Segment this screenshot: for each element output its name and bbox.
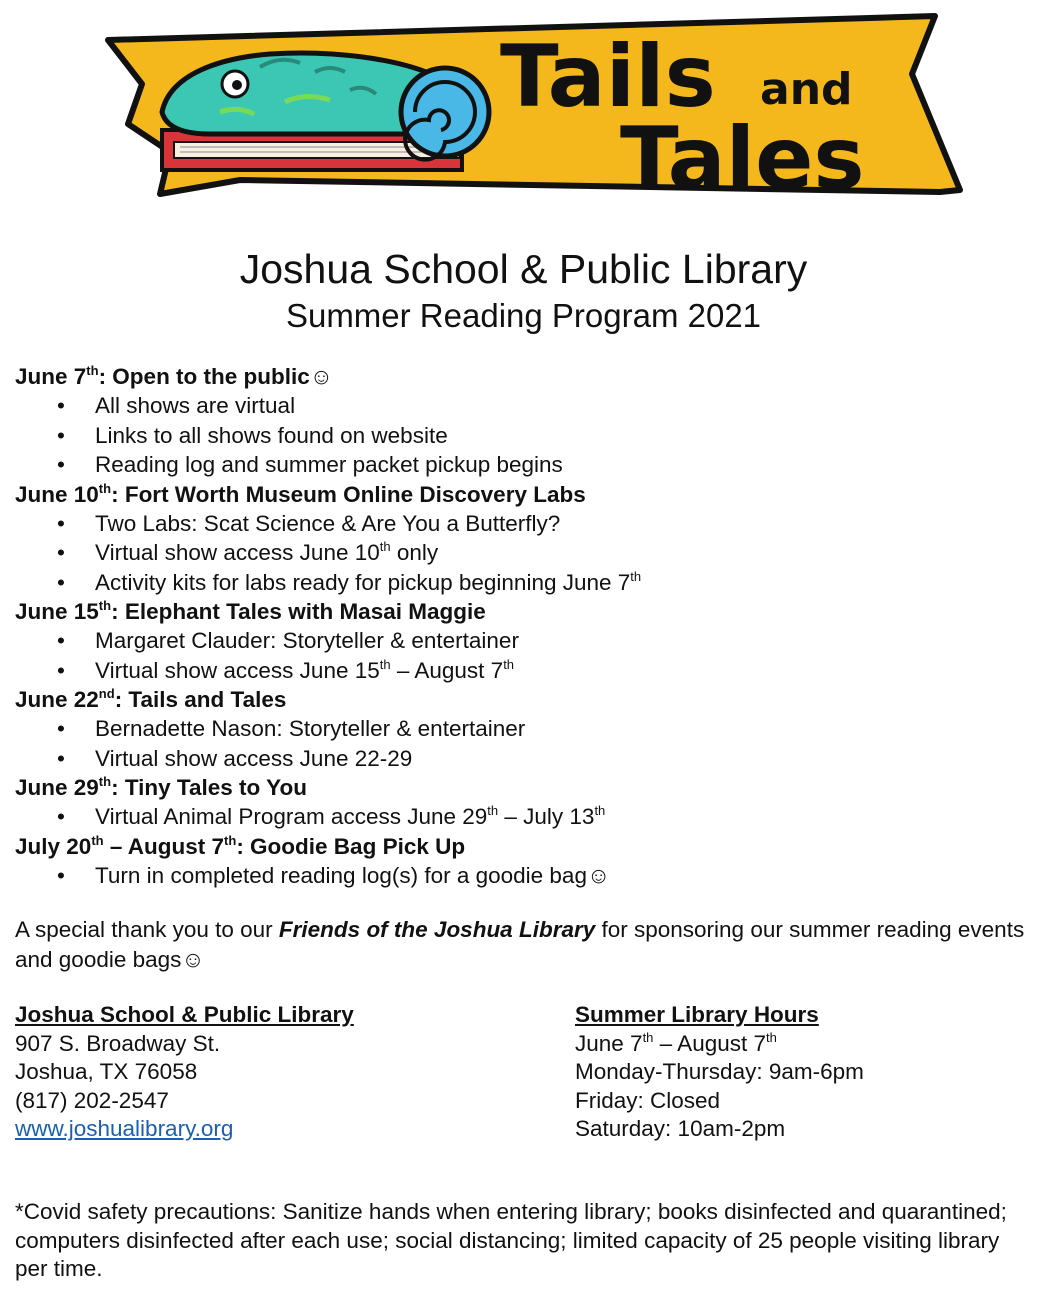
- list-item: [15, 509, 1035, 539]
- event-date: June 7: [15, 364, 87, 389]
- list-item: [15, 450, 1035, 480]
- event-date: June 10: [15, 481, 99, 507]
- event-details-list: [15, 509, 1035, 598]
- page-title: Joshua School & Public Library: [239, 246, 808, 292]
- list-item: [15, 391, 1035, 421]
- event-title: : Goodie Bag Pick Up: [236, 833, 466, 859]
- list-item: [15, 626, 1035, 656]
- library-heading: Joshua School & Public Library: [15, 1002, 354, 1027]
- hours-range-start-ord: th: [642, 1029, 654, 1045]
- event-details-list: [15, 391, 1035, 480]
- event-title: : Open to the public☺: [98, 364, 333, 389]
- library-phone: (817) 202-2547: [15, 1087, 169, 1113]
- detail-text: Two Labs: Scat Science & Are You a Butterfly?: [95, 510, 561, 536]
- bullet-icon: •: [57, 657, 65, 683]
- banner-word-and: and: [760, 64, 853, 115]
- event-heading: [15, 597, 1035, 626]
- bullet-icon: •: [57, 628, 65, 653]
- detail-text: Virtual show access June 15: [95, 657, 380, 683]
- event-heading: [15, 480, 1035, 509]
- bullet-icon: •: [57, 716, 65, 741]
- detail-text: Bernadette Nason: Storyteller & entertainer: [95, 716, 526, 741]
- detail-text: Turn in completed reading log(s) for a goodie bag☺: [95, 862, 610, 888]
- event-date: June 15: [15, 599, 99, 624]
- event-date: June 29: [15, 775, 99, 800]
- detail-text-tail: – August 7: [390, 657, 504, 683]
- hours-range-end-ord: th: [766, 1029, 777, 1045]
- detail-ordinal: th: [630, 568, 642, 584]
- bullet-icon: •: [57, 540, 65, 565]
- detail-ordinal: th: [487, 803, 499, 818]
- bullet-icon: •: [57, 510, 65, 536]
- event-title: : Fort Worth Museum Online Discovery Labs: [111, 481, 586, 507]
- thanks-text-before: A special thank you to our: [15, 917, 279, 942]
- event-date-ordinal: th: [86, 363, 99, 378]
- detail-text-tail: – July 13: [498, 804, 595, 829]
- detail-text: Reading log and summer packet pickup begins: [95, 452, 563, 477]
- detail-text-tail: only: [390, 540, 439, 565]
- event-details-list: [15, 626, 1035, 685]
- event-date-end: – August 7: [103, 833, 225, 859]
- library-website-link[interactable]: www.joshualibrary.org: [15, 1116, 234, 1141]
- hours-saturday: Saturday: 10am-2pm: [575, 1116, 786, 1141]
- list-item: [15, 802, 1035, 832]
- banner-word-tails: Tails: [500, 27, 716, 127]
- summer-hours: [575, 1001, 864, 1144]
- library-street: 907 S. Broadway St.: [15, 1030, 221, 1056]
- event-heading: [15, 685, 1035, 714]
- event-date-ordinal: th: [91, 832, 104, 848]
- event-heading: [15, 773, 1035, 802]
- detail-ordinal: th: [379, 539, 391, 554]
- event-date: June 22: [15, 687, 99, 712]
- bullet-icon: •: [57, 804, 65, 829]
- list-item: [15, 656, 1035, 686]
- list-item: [15, 714, 1035, 744]
- event-date: July 20: [15, 833, 92, 859]
- detail-text: Virtual Animal Program access June 29: [95, 804, 488, 829]
- event-date-end-ordinal: th: [224, 832, 237, 848]
- bullet-icon: •: [57, 745, 65, 771]
- event-details-list: [15, 714, 1035, 773]
- bullet-icon: •: [57, 569, 65, 595]
- hours-range: [575, 1030, 864, 1059]
- tails-and-tales-banner: [100, 12, 980, 212]
- event-date-ordinal: nd: [98, 686, 115, 701]
- covid-precautions: *Covid safety precautions: Sanitize hands when entering library; books disinfected and quarantined; computers disinfected after each use; social distancing; limited capacity of 25 people visiting library per time.: [15, 1199, 1007, 1281]
- list-item: [15, 538, 1035, 568]
- event-date-ordinal: th: [98, 598, 112, 613]
- list-item: [15, 421, 1035, 451]
- list-item: [15, 568, 1035, 598]
- detail-text: Virtual show access June 10: [95, 540, 380, 565]
- detail-text: Virtual show access June 22-29: [95, 745, 413, 771]
- detail-text: Margaret Clauder: Storyteller & entertainer: [95, 628, 519, 653]
- bullet-icon: •: [57, 393, 65, 418]
- event-date-ordinal: th: [98, 774, 112, 789]
- detail-text: Activity kits for labs ready for pickup beginning June 7: [95, 569, 631, 595]
- detail-ordinal: th: [379, 656, 391, 672]
- banner-word-tales: Tales: [620, 109, 865, 209]
- bullet-icon: •: [57, 862, 65, 888]
- event-title: : Tails and Tales: [114, 687, 287, 712]
- event-schedule: [15, 362, 1035, 890]
- bullet-icon: •: [57, 422, 65, 448]
- library-contact: [15, 1001, 354, 1144]
- event-date-ordinal: th: [98, 480, 112, 496]
- list-item: [15, 861, 1035, 891]
- hours-friday: Friday: Closed: [575, 1087, 721, 1113]
- banner-art: [100, 12, 980, 212]
- detail-text: All shows are virtual: [95, 393, 296, 418]
- event-details-list: [15, 802, 1035, 832]
- friends-of-library: Friends of the Joshua Library: [278, 917, 596, 942]
- sponsor-thanks: [15, 915, 1040, 975]
- detail-ordinal: th: [594, 803, 606, 818]
- hours-range-start: June 7: [575, 1030, 643, 1056]
- bullet-icon: •: [57, 452, 65, 477]
- library-city: Joshua, TX 76058: [15, 1059, 198, 1084]
- event-title: : Elephant Tales with Masai Maggie: [111, 599, 486, 624]
- detail-text: Links to all shows found on website: [95, 422, 448, 448]
- hours-weekdays: Monday-Thursday: 9am-6pm: [575, 1059, 864, 1084]
- event-heading: [15, 832, 1035, 861]
- list-item: [15, 744, 1035, 774]
- event-title: : Tiny Tales to You: [111, 775, 307, 800]
- page-subtitle: Summer Reading Program 2021: [285, 297, 762, 334]
- hours-heading: Summer Library Hours: [575, 1002, 819, 1027]
- hours-range-end: – August 7: [653, 1030, 766, 1056]
- event-heading: [15, 362, 1035, 391]
- event-details-list: [15, 861, 1035, 891]
- detail-ordinal: th: [503, 656, 515, 672]
- thanks-text-after: for sponsoring our summer reading events and goodie bags☺: [15, 917, 1025, 972]
